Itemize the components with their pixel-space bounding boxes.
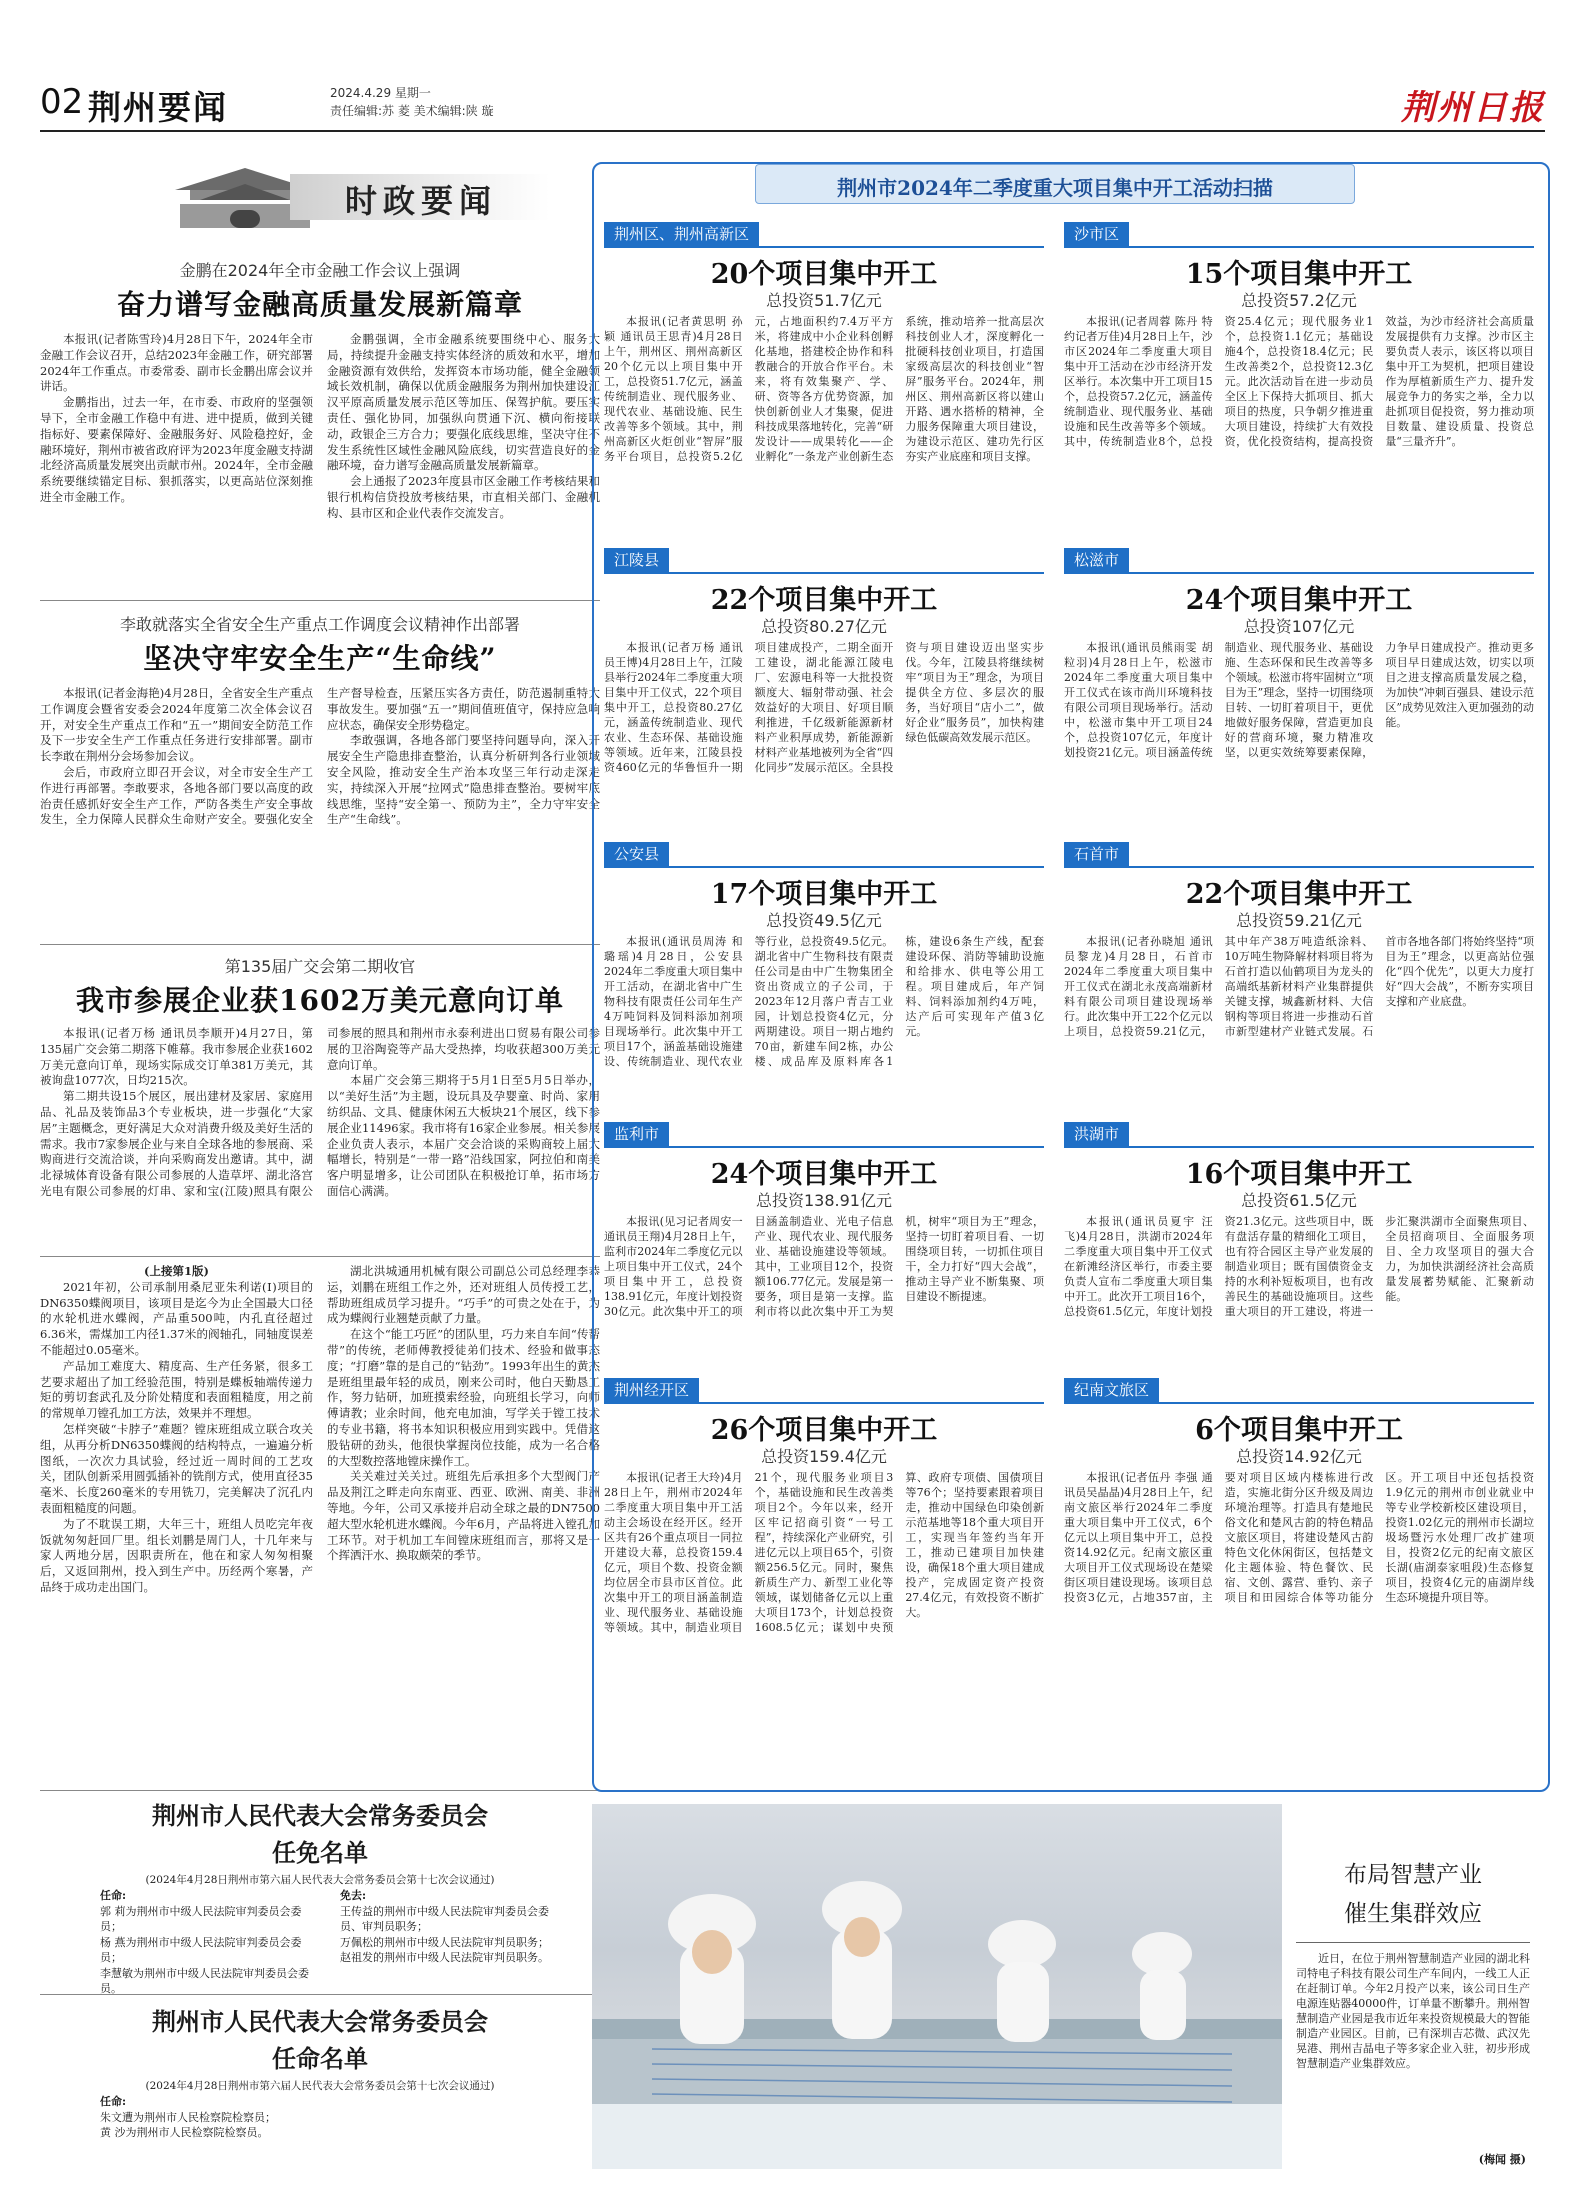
- region-underline: [1064, 572, 1534, 574]
- article4-para: 在这个“能工巧匠”的团队里，巧力来自车间“传帮带”的传统，老师傅教授徒弟们技术、经验和做事态度；“打磨”靠的是自己的“钻劲”。1993年出生的黄杰是班组里最年轻的成员，刚来公司时，他白天勤恳工作，努力钻研，加班摸索经验，向班组长学习，向师傅请教；业余时间，他充电加油，写学关于镗工技术的专业书籍，将书本知识积极应用到实践中。凭借这股钻研的劲头，他很快掌握岗位技能，成为一名合格的大型数控落地镗床操作工。: [327, 1327, 600, 1468]
- article1-para: 会上通报了2023年度县市区金融工作考核结果和银行机构信贷投放考核结果，市直相关部门、金融机构、县市区和企业代表作交流发言。: [327, 474, 600, 520]
- project-total-investment: 总投资51.7亿元: [766, 291, 882, 310]
- caption-title-line2: 催生集群效应: [1344, 1901, 1482, 1927]
- project-title: 17个项目集中开工: [710, 879, 938, 910]
- region-tag: 沙市区: [1064, 222, 1129, 246]
- article4-para: 怎样突破“卡脖子”难题？镗床班组成立联合攻关组，从再分析DN6350蝶阀的结构特点，一遍遍分析图纸，一次次力具试验，经过近一周时间的工艺攻关，团队创新采用圆弧插补的铣削方式，使用直径35毫米、长度260毫米的专用铣刀，完美解决了沉孔内表面粗糙度的问题。: [40, 1421, 313, 1515]
- article3-kicker: 第135届广交会第二期收官: [224, 957, 416, 976]
- section-banner: [170, 160, 550, 230]
- region-underline: [604, 866, 1044, 868]
- caption-divider: [1296, 1942, 1530, 1943]
- region-underline: [1064, 866, 1534, 868]
- notice-appointment: [40, 2002, 600, 2172]
- project-total-investment: 总投资80.27亿元: [761, 617, 887, 636]
- article3-para: 第二期共设15个展区，展出建材及家居、家庭用品、礼品及装饰品3个专业板块，进一步强化“大家居”主题概念，更好满足大众对消费升级及美好生活的需求。我市7家参展企业与来自全球各地的参展商、采购商进行交流洽谈，并向采购商发出邀请。其中，湖北禄城体育设备有限公司参展的人造草坪、湖北洛宫光电有限公司参展的灯串、家和宝(江陵)照具有限公司参展的照具和荆州市永泰利进出口贸易有限公司参展的卫浴陶瓷等产品大受热捧，均收获超300万美元意向订单。: [40, 1026, 600, 1198]
- appoint-line: 黄 沙为荆州市人民检察院检察员。: [100, 2126, 269, 2139]
- notice-title-line1: 荆州市人民代表大会常务委员会: [152, 2007, 488, 2036]
- region-tag: 江陵县: [604, 548, 669, 572]
- appoint-line: 朱文遭为荆州市人民检察院检察员；: [100, 2110, 276, 2124]
- caption-title-line1: 布局智慧产业: [1344, 1862, 1482, 1888]
- article1-para: 本报讯(记者陈雪玲)4月28日下午，2024年全市金融工作会议召开，总结2023年金融工作，研究部署2024年工作重点。市委常委、副市长金鹏出席会议并讲话。: [40, 332, 313, 394]
- project-block: [1064, 842, 1534, 1112]
- workers-illustration: [592, 1804, 1282, 2169]
- project-text: 本报讯(通讯员周涛 和璐瑶)4月28日，公安县2024年二季度重大项目集中开工活动，在湖北省中广生物科技有限责任公司年生产4万吨饲料及饲料添加剂项目现场举行。此次集中开工项目17个，涵盖基础设施建设、传统制造业、现代农业等行业，总投资49.5亿元。湖北省中广生物科技有限责任公司是由中广生物集团全资出资成立的子公司，于2023年12月落户青吉工业园，计划总投资4亿元，分两期建设。项目一期占地约70亩，新建车间2栋，办公楼、成品库及原料库各1栋，建设6条生产线，配套建设环保、消防等辅助设施和给排水、供电等公用工程。项目建成后，年产饲料、饲料添加剂约4万吨，达产后可实现年产值3亿元。: [604, 935, 1044, 1068]
- project-title: 24个项目集中开工: [1185, 585, 1413, 616]
- appoint-list: [100, 1888, 320, 1997]
- masthead: [40, 82, 1545, 128]
- project-title: 26个项目集中开工: [710, 1415, 938, 1446]
- project-title: 6个项目集中开工: [1195, 1415, 1403, 1446]
- region-underline: [604, 1402, 1044, 1404]
- notice-title-line1: 荆州市人民代表大会常务委员会: [152, 1801, 488, 1830]
- project-text: 本报讯(见习记者周安一 通讯员王翔)4月28日上午，监利市2024年二季度亿元以上项目集中开工仪式，24个项目集中开工，总投资138.91亿元，年度计划投资30亿元。此次集中开工的项目涵盖制造业、光电子信息产业、现代农业、现代服务业、基础设施建设等领域。其中，工业项目12个，投资额106.77亿元。发展是第一要务，项目是第一支撑。监利市将以此次集中开工为契机，树牢“项目为王”理念，坚持一切盯着项目看、一切围绕项目转，一切抓住项目干，全力打好“四大会战”，推动主导产业不断集聚、项目建设不断提速。: [604, 1215, 1044, 1318]
- article3-headline: 我市参展企业获1602万美元意向订单: [76, 984, 564, 1017]
- project-block: [604, 1122, 1044, 1372]
- project-text: 本报讯(通讯员熊雨雯 胡粒羽)4月28日上午，松滋市2024年二季度重大项目集中开工仪式在该市尚川环境科技有限公司项目现场举行。活动中，松滋市集中开工项目24个，总投资107亿元，年度计划投资21亿元。项目涵盖传统制造业、现代服务业、基础设施、生态环保和民生改善等多个领域。松滋市将牢固树立“项目为王”理念，坚持一切围绕项目转、一切盯着项目干，更优地做好服务保障，营造更加良好的营商环境，聚力精准攻坚，以更实效统筹要素保障，力争早日建成投产。推动更多项目早日建成达效，切实以项目之进支撑高质量发展之稳，为加快“冲刺百强县、建设示范区”成势见效注入更加强劲的动能。: [1064, 641, 1534, 759]
- divider: [40, 600, 600, 601]
- photo-caption-box: [1288, 1804, 1538, 2169]
- date-line: 2024.4.29 星期一: [330, 86, 431, 100]
- article2-para: 会后，市政府立即召开会议，对全市安全生产工作进行再部署。李敢要求，各地各部门要以高度的政治责任感抓好安全生产工作，严防各类生产安全事故发生，全力保障人民群众生命财产安全。要强化安全生产督导检查，压紧压实各方责任，防范遏制重特大事故发生。要加强“五一”期间值班值守，保持应急响应状态，确保安全形势稳定。: [40, 686, 600, 827]
- appoint-line: 杨 燕为荆州市中级人民法院审判委员会委员；: [100, 1935, 302, 1964]
- project-block: [604, 548, 1044, 868]
- project-text: 本报讯(记者王大玲)4月28日上午，荆州市2024年二季度重大项目集中开工活动主会场设在经开区。经开区共有26个重点项目一同拉开建设大幕，总投资159.4亿元，项目个数、投资金额均位居全市县市区首位。此次集中开工的项目涵盖制造业、现代服务业、基础设施等领域。其中，制造业项目21个，现代服务业项目3个，基础设施和民生改善类项目2个。今年以来，经开区牢记招商引资“一号工程”，持续深化产业研究，引进亿元以上项目65个，引资额256.5亿元。同时，聚焦新质生产力、新型工业化等领域，谋划储备亿元以上重大项目173个，计划总投资1608.5亿元；谋划中央预算、政府专项债、国债项目等76个；坚持要素跟着项目走，推动中国绿色印染创新示范基地等18个重大项目开工，实现当年签约当年开工，推动已建项目加快建设，确保18个重大项目建成投产，完成固定资产投资27.4亿元，有效投资不断扩大。: [604, 1471, 1044, 1634]
- photo-credit: (梅闻 摄): [1478, 2153, 1526, 2166]
- project-block: [1064, 548, 1534, 838]
- project-title: 24个项目集中开工: [710, 1159, 938, 1190]
- article3-para: 本报讯(记者万杨 通讯员李顺开)4月27日，第135届广交会第二期落下帷幕。我市参展企业获1602万美元意向订单，现场实际成交订单381万美元，其被询盘1077次，日均215次。: [40, 1026, 313, 1088]
- article3-body: [40, 1026, 600, 1244]
- editors-line: 责任编辑:苏 菱 美术编辑:陕 璇: [330, 104, 494, 118]
- remove-label: 免去:: [340, 1889, 367, 1902]
- divider: [40, 1256, 600, 1257]
- project-title: 22个项目集中开工: [1185, 879, 1413, 910]
- project-total-investment: 总投资159.4亿元: [761, 1447, 887, 1466]
- project-block: [1064, 1122, 1534, 1372]
- banner-title: 时政要闻: [345, 182, 498, 220]
- masthead-rule: [40, 130, 1545, 132]
- remove-list: [340, 1888, 560, 1966]
- article2-body: [40, 686, 600, 938]
- article2-headline: 坚决守牢安全生产“生命线”: [143, 642, 497, 675]
- region-tag: 公安县: [604, 842, 669, 866]
- appoint-line: 李慧敏为荆州市中级人民法院审判委员会委员。: [100, 1966, 309, 1995]
- divider: [40, 944, 600, 945]
- region-underline: [1064, 1146, 1534, 1148]
- notice-title-line2: 任免名单: [272, 1838, 368, 1867]
- appoint-line: 郭 莉为荆州市中级人民法院审判委员会委员；: [100, 1904, 302, 1933]
- notice-title-line2: 任命名单: [272, 2044, 368, 2073]
- article4-body: [40, 1264, 600, 1774]
- photo-caption-text: 近日，在位于荆州智慧制造产业园的湖北科司特电子科技有限公司生产车间内，一线工人正在赶制订单。今年2月投产以来，该公司日生产电源连贴器40000件，订单量不断攀升。荆州智慧制造产业园是我市近年来投资规模最大的智能制造产业园区。目前，已有深圳吉芯微、武汉先晃港、荆州吉晶电子等多家企业入驻，初步形成智慧制造产业集群效应。: [1296, 1952, 1530, 2070]
- project-title: 16个项目集中开工: [1185, 1159, 1413, 1190]
- project-block: [1064, 222, 1534, 542]
- article4-para: 关关难过关关过。班组先后承担多个大型阀门产品及荆江之畔走向东南亚、西亚、欧洲、南美、非洲等地。今年，公司又承接并启动全球之最的DN7500超大型水轮机进水蝶阀。今年6月，产品将进入镗孔加工环节。对于机加工车间镗床班组而言，那将又是一个挥洒汗水、换取颇荣的季节。: [327, 1469, 600, 1563]
- notice-date-line: (2024年4月28日荆州市第六届人民代表大会常务委员会第十七次会议通过): [145, 1874, 495, 1886]
- divider: [40, 1790, 600, 1791]
- region-tag: 石首市: [1064, 842, 1129, 866]
- project-text: 本报讯(记者黄思明 孙颖 通讯员王思青)4月28日上午，荆州区、荆州高新区20个亿元以上项目集中开工，总投资51.7亿元，涵盖传统制造业、现代服务业、现代农业、基础设施、民生改善等多个领域。其中，荆州高新区火炬创业“智屏”服务平台项目，总投资5.2亿元，占地面积约7.4万平方米，将建成中小企业科创孵化基地，搭建校企协作和科教融合的开放合作平台。未来，将有效集聚产、学、研、资等各方优势资源，加快创新创业人才集聚，促进科技成果落地转化，完善“研发设计——成果转化——企业孵化”一条龙产业创新生态系统，推动培养一批高层次科技创业人才，深度孵化一批硬科技创业项目，打造国家级高层次的科技创业“智屏”服务平台。2024年，荆州区、荆州高新区将以建山开路、遇水搭桥的精神，全力服务保障重大项目建设，为建设示范区、建功先行区夯实产业底座和项目支撑。: [604, 315, 1044, 463]
- paper-logo: 荆州日报: [1401, 88, 1545, 128]
- project-block: [604, 1378, 1044, 1778]
- remove-line: 赵祖发的荆州市中级人民法院审判员职务。: [340, 1951, 549, 1964]
- article1-headline: 奋力谱写金融高质量发展新篇章: [116, 288, 523, 321]
- project-text: 本报讯(记者周蓉 陈丹 特约记者万佳)4月28日上午，沙市区2024年二季度重大项目集中开工活动在沙市经济开发区举行。本次集中开工项目15个，总投资57.2亿元，涵盖传统制造业、现代服务业、基础设施和民生改善等多个领域。其中，传统制造业8个，总投资25.4亿元；现代服务业1个，总投资1.1亿元；基础设施4个，总投资18.4亿元；民生改善类2个，总投资12.3亿元。此次活动旨在进一步动员全区上下保持大抓项目、抓大项目的热度，只争朝夕推进重大项目建设，持续扩大有效投资，优化投资结构，提高投资效益，为沙市经济社会高质量发展提供有力支撑。沙市区主要负责人表示，该区将以项目集中开工为契机，把项目建设作为厚植新质生产力、提升发展竞争力的务实之举，全力以赴抓项目促投资，努力推动项目数量、建设质量、投资总量“三量齐升”。: [1064, 315, 1534, 448]
- project-total-investment: 总投资49.5亿元: [766, 911, 882, 930]
- region-underline: [1064, 1402, 1534, 1404]
- project-text: 本报讯(记者万杨 通讯员王博)4月28日上午，江陵县举行2024年二季度重大项目集中开工仪式，22个项目集中开工，总投资80.27亿元，涵盖传统制造业、现代农业、生态环保、基础设施等领域。近年来，江陵县投资460亿元的华鲁恒升一期项目建成投产，二期全面开工建设，湖北能源江陵电厂、宏源电科等一大批投资额度大、辐射带动强、社会效益好的大项目、好项目顺利推进，千亿级新能源新材料产业积厚成势，新能源新材料产业基地被列为全省“四化同步”发展示范区。全县投资与项目建设迈出坚实步伐。今年，江陵县将继续树牢“项目为王”理念，为项目提供全方位、多层次的服务，当好项目“店小二”，做好企业“服务员”，加快构建绿色低碳高效发展示范区。: [604, 641, 1044, 774]
- continued-from-label: (上接第1版): [144, 1264, 209, 1278]
- factory-photo: [592, 1804, 1282, 2169]
- region-underline: [1064, 246, 1534, 248]
- project-total-investment: 总投资14.92亿元: [1236, 1447, 1362, 1466]
- project-text: 本报讯(通讯员夏宇 汪飞)4月28日，洪湖市2024年二季度重大项目集中开工仪式在新滩经济区举行，市委主要负责人宣布二季度重大项目集中开工。此次开工项目16个，总投资61.5亿元，年度计划投资21.3亿元。这些项目中，既有盘活存量的精细化工项目，也有符合园区主导产业发展的制造业项目；既有国债资金支持的水利补短板项目，也有改善民生的基础设施项目。这些重大项目的开工建设，将进一步汇聚洪湖市全面聚焦项目、全员招商项目、全面服务项目、全力攻坚项目的强大合力，为加快洪湖经济社会高质量发展蓄势赋能、汇聚新动能。: [1064, 1215, 1534, 1318]
- appoint-label: 任命:: [100, 1889, 127, 1902]
- project-text: 本报讯(记者伍丹 李强 通讯员吴晶晶)4月28日上午，纪南文旅区举行2024年二季度重大项目集中开工仪式，6个亿元以上项目集中开工，总投资14.92亿元。纪南文旅区重大项目开工仪式现场设在楚梁街区项目建设现场。该项目总投资3亿元，占地357亩，主要对项目区域内楼栋进行改造，实施北街分区升级及周边环境治理等。打造具有楚地民俗文化和楚风古韵的特色精品文旅区项目，将建设楚风古韵特色文化休闲街区，包括楚文化主题体验、特色餐饮、民宿、文创、露营、垂钓、亲子项目和田园综合体等功能分区。开工项目中还包括投资1.9亿元的荆州市创业就业中等专业学校新校区建设项目，投资1.02亿元的荆州市长湖垃圾场暨污水处理厂改扩建项目，投资2亿元的纪南文旅区长湖(庙湖泰家咀段)生态修复项目，投资4亿元的庙湖岸线生态环境提升项目等。: [1064, 1471, 1534, 1604]
- article4-para: 为了不耽误工期，大年三十，班组人员吃完年夜饭就匆匆赶回厂里。组长刘鹏是周门人，十几年来与家人两地分居，因职责所在，他在和家人匆匆相聚后，又返回荆州，投入到生产中。历经两个寒暑，产品终于成功走出国门。: [40, 1516, 313, 1594]
- appoint-list: [100, 2094, 500, 2141]
- page-number: 02: [40, 82, 84, 122]
- region-underline: [604, 1146, 1044, 1148]
- article1-body: [40, 332, 600, 590]
- region-tag: 监利市: [604, 1122, 669, 1146]
- region-underline: [604, 246, 1044, 248]
- article3-para: 本届广交会第三期将于5月1日至5月5日举办，以“美好生活”为主题，设玩具及孕婴童、时尚、家用纺织品、文具、健康休闲五大板块21个展区，线下参展企业11496家。我市将有16家企业参展。相关参展企业负责人表示，本届广交会洽谈的采购商较上届大幅增长，特别是“一带一路”沿线国家，阿拉伯和南美客户明显增多，让公司团队在积极抢订单，拓市场方面信心满满。: [327, 1073, 600, 1198]
- project-total-investment: 总投资107亿元: [1243, 617, 1355, 636]
- remove-line: 王传益的荆州市中级人民法院审判委员会委员、审判员职务；: [340, 1904, 549, 1933]
- region-tag: 洪湖市: [1064, 1122, 1129, 1146]
- article1-para: 金鹏强调，全市金融系统要围绕中心、服务大局，持续提升金融支持实体经济的质效和水平，增加金融资源有效供给，发挥资本市场功能，健全金融领域长效机制，确保以优质金融服务为荆州加快建设江汉平原高质量发展示范区等加压、保驾护航。要压实责任、强化协同，加强纵向贯通下沉、横向衔接联动，政银企三方合力；要强化底线思维，坚决守住不发生系统性区域性金融风险底线，切实营造良好的金融环境，奋力谱写金融高质量发展新篇章。: [327, 332, 600, 473]
- project-title: 20个项目集中开工: [710, 259, 938, 290]
- article2-kicker: 李敢就落实全省安全生产重点工作调度会议精神作出部署: [119, 615, 520, 634]
- project-total-investment: 总投资59.21亿元: [1236, 911, 1362, 930]
- divider: [40, 1994, 600, 1995]
- region-tag: 荆州区、荆州高新区: [604, 222, 759, 246]
- article4-para: 产品加工难度大、精度高、生产任务紧，很多工艺要求超出了加工经验范围，特别是蝶板轴端传递力矩的剪切套武孔及分阶处精度和表面粗糙度，用之前的常规单刀镗孔加工方法，效果并不理想。: [40, 1358, 313, 1421]
- project-total-investment: 总投资138.91亿元: [756, 1191, 892, 1210]
- notice-appointment-removal: [40, 1796, 600, 1995]
- project-block: [604, 222, 1044, 542]
- article2-para: 李敢强调，各地各部门要坚持问题导向，深入开展安全生产隐患排查整治，认真分析研判各行业领域安全风险，推动安全生产治本攻坚三年行动走深走实，持续深入开展“拉网式”隐患排查整治。要树牢底线思维，坚持“安全第一、预防为主”，全力守牢安全生产“生命线”。: [327, 733, 600, 827]
- region-tag: 荆州经开区: [604, 1378, 699, 1402]
- section-name: 荆州要闻: [88, 88, 228, 127]
- project-text: 本报讯(记者孙晓旭 通讯员黎龙)4月28日，石首市2024年二季度重大项目集中开工仪式在湖北永茂高端新材料有限公司项目建设现场举行。此次集中开工22个亿元以上项目，总投资59.21亿元，其中年产38万吨造纸涂料、10万吨生物降解材料项目将为石首打造以仙鹤项目为龙头的高端纸基新材料产业集群提供关键支撑，城鑫新材料、大信钢构等项目将进一步推动石首市新型建材产业链式发展。石首市各地各部门将始终坚持“项目为王”理念，以更高站位强化“四个优先”，以更大力度打好“四大会战”，不断夯实项目支撑和产业底盘。: [1064, 935, 1534, 1038]
- project-title: 22个项目集中开工: [710, 585, 938, 616]
- appoint-label: 任命:: [100, 2095, 127, 2108]
- project-total-investment: 总投资57.2亿元: [1241, 291, 1357, 310]
- region-underline: [604, 572, 1044, 574]
- article2-para: 本报讯(记者金海艳)4月28日，全省安全生产重点工作调度会暨省安委会2024年度第二次全体会议召开，对安全生产重点工作和“五一”期间安全防范工作及下一步安全生产工作重点任务进行安排部署。副市长李敢在荆州分会场参加会议。: [40, 686, 313, 764]
- article1-kicker: 金鹏在2024年全市金融工作会议上强调: [179, 261, 461, 280]
- notice-date-line: (2024年4月28日荆州市第六届人民代表大会常务委员会第十七次会议通过): [145, 2080, 495, 2092]
- article4-para: 湖北洪城通用机械有限公司副总公司总经理李恭运，刘鹏在班组工作之外，还对班组人员传授工艺，帮助班组成员学习提升。“巧手”的可贵之处在于，为成为蝶阀行业翘楚贡献了力量。: [327, 1264, 600, 1326]
- article1-para: 金鹏指出，过去一年，在市委、市政府的坚强领导下，全市金融工作稳中有进、进中提质，做到关键指标好、要素保障好、金融服务好、风险稳控好，金融环境好，荆州市被省政府评为2023年度金融支持湖北经济高质量发展突出贡献市州。2024年，全市金融系统要继续锚定目标、狠抓落实，以更高站位深刻推进全市金融工作。: [40, 395, 313, 504]
- region-tag: 纪南文旅区: [1064, 1378, 1159, 1402]
- project-block: [604, 842, 1044, 1112]
- region-tag: 松滋市: [1064, 548, 1129, 572]
- project-block: [1064, 1378, 1534, 1778]
- scan-title: 荆州市2024年二季度重大项目集中开工活动扫描: [837, 176, 1273, 200]
- project-title: 15个项目集中开工: [1185, 259, 1413, 290]
- article4-para: 2021年初，公司承制用桑尼亚朱利诺(Ⅰ)项目的DN6350蝶阀项目，该项目是迄今为止全国最大口径的水轮机进水蝶阀，产品重500吨，内孔直径超过6.36米，需煤加工内径1.37米的阀轴孔，同轴度误差不能超过0.05毫米。: [40, 1279, 313, 1357]
- project-total-investment: 总投资61.5亿元: [1241, 1191, 1357, 1210]
- remove-line: 万佩松的荆州市中级人民法院审判员职务；: [340, 1935, 549, 1949]
